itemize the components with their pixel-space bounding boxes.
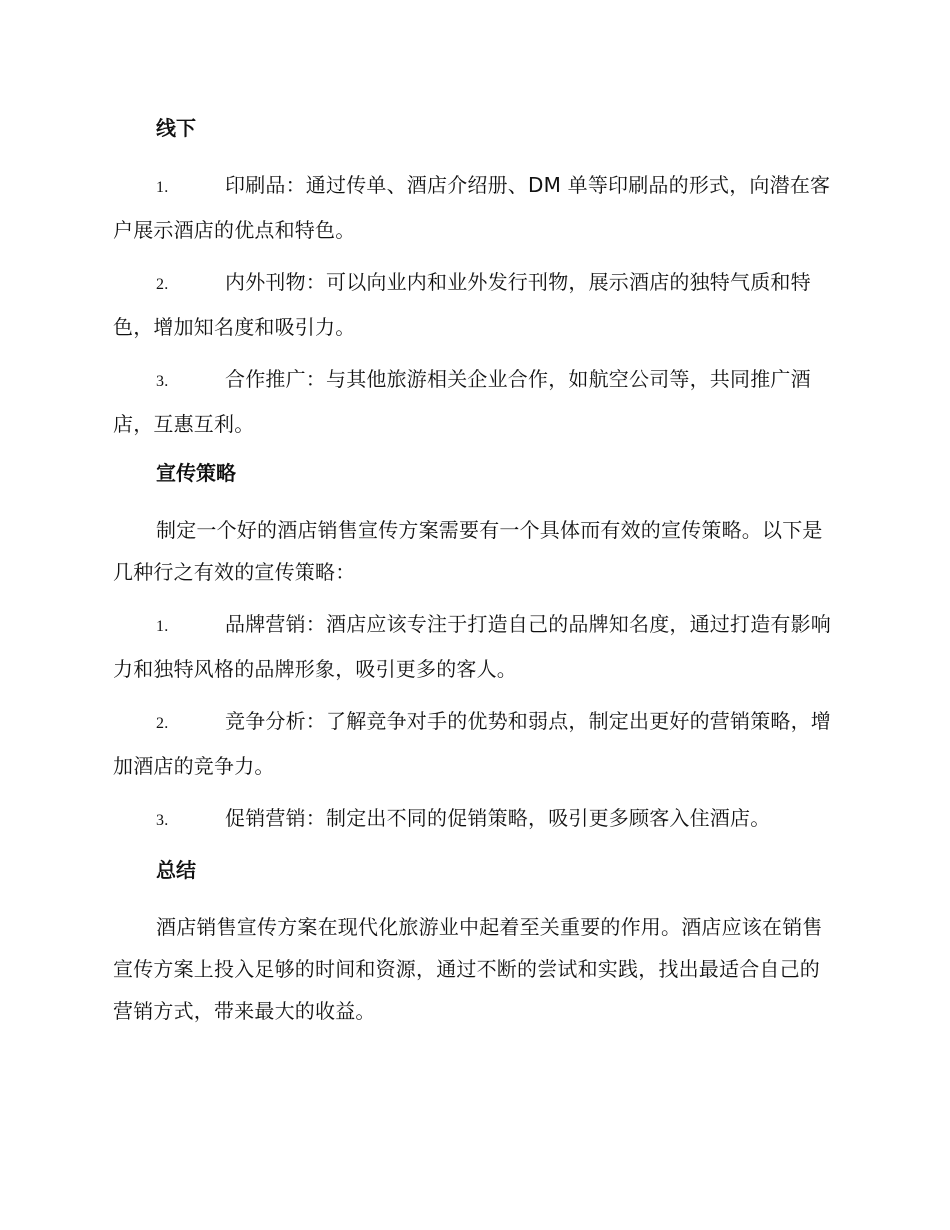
list-number: 1.	[156, 618, 169, 635]
list-number: 2.	[156, 276, 169, 293]
document-page	[113, 110, 835, 1042]
section-heading-offline: 线下	[156, 116, 196, 140]
list-item	[113, 700, 835, 787]
list-item	[113, 261, 835, 348]
list-item-text: 内外刊物：可以向业内和业外发行刊物，展示酒店的独特气质和特色，增加知名度和吸引力。	[113, 270, 811, 339]
list-item	[113, 797, 835, 842]
list-number: 3.	[156, 812, 169, 829]
section-heading-strategy: 宣传策略	[156, 461, 236, 485]
list-item-text: 印刷品：通过传单、酒店介绍册、DM 单等印刷品的形式，向潜在客户展示酒店的优点和特色。	[113, 173, 831, 242]
list-number: 2.	[156, 715, 169, 732]
list-item	[113, 603, 835, 690]
list-item-text: 竞争分析：了解竞争对手的优势和弱点，制定出更好的营销策略，增加酒店的竞争力。	[113, 709, 831, 778]
list-item-text: 品牌营销：酒店应该专注于打造自己的品牌知名度，通过打造有影响力和独特风格的品牌形象，吸引更多的客人。	[113, 612, 831, 681]
list-number: 1.	[156, 179, 169, 196]
list-number: 3.	[156, 373, 169, 390]
summary-paragraph: 酒店销售宣传方案在现代化旅游业中起着至关重要的作用。酒店应该在销售宣传方案上投入足够的时间和资源，通过不断的尝试和实践，找出最适合自己的营销方式，带来最大的收益。	[113, 915, 823, 1023]
list-item	[113, 164, 835, 251]
list-item	[113, 358, 835, 445]
list-item-text: 合作推广：与其他旅游相关企业合作，如航空公司等，共同推广酒店，互惠互利。	[113, 367, 811, 436]
strategy-intro-paragraph: 制定一个好的酒店销售宣传方案需要有一个具体而有效的宣传策略。以下是几种行之有效的宣传策略：	[113, 518, 823, 584]
section-heading-summary: 总结	[156, 858, 196, 882]
list-item-text: 促销营销：制定出不同的促销策略，吸引更多顾客入住酒店。	[225, 806, 771, 830]
